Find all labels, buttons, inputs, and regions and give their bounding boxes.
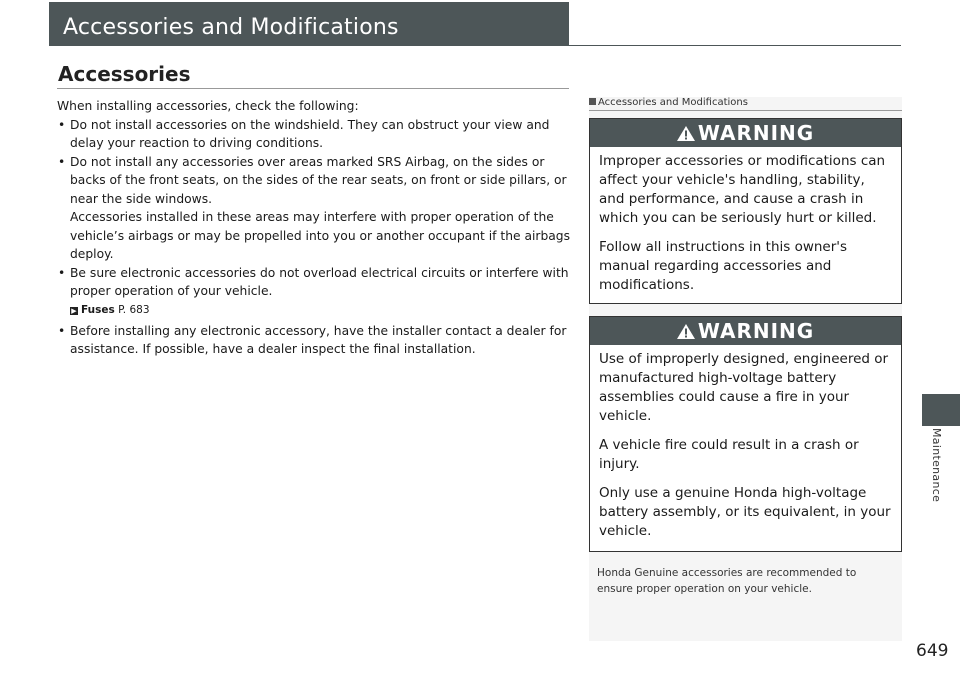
sidebar-title — [589, 97, 902, 108]
warning-body — [590, 147, 901, 295]
chapter-tab-label: Maintenance — [930, 428, 943, 503]
section-banner — [49, 2, 569, 46]
warning-text: Improper accessories or modifications can affect your vehicle's handling, stability, and performance, and cause a crash in which you can be seriously hurt or killed. — [599, 153, 886, 226]
sidebar-title-rule — [589, 110, 902, 111]
bullet-item: • Do not install accessories on the windshield. They can obstruct your view and delay your reaction to driving conditions. — [57, 116, 572, 153]
warning-header — [590, 317, 901, 345]
bullet-continuation: Accessories installed in these areas may interfere with proper operation of the vehicle’s airbags or may be propelled into you or another occupant if the airbags deploy. — [70, 210, 571, 261]
warning-text: Follow all instructions in this owner's manual regarding accessories and modifications. — [599, 239, 848, 293]
warning-triangle-icon — [677, 324, 695, 339]
cross-reference-link[interactable] — [57, 302, 572, 318]
chapter-tab[interactable] — [922, 394, 960, 426]
warning-label: WARNING — [697, 319, 815, 343]
warning-box — [589, 118, 902, 304]
heading-rule — [57, 88, 569, 89]
page-heading: Accessories — [58, 62, 191, 86]
warning-triangle-icon — [677, 126, 695, 141]
bullet-text: Do not install any accessories over areas marked SRS Airbag, on the sides or backs of the front seats, on the sides of the rear seats, on front or side pillars, or near the side windows. — [70, 154, 567, 206]
xref-label: Fuses — [81, 303, 115, 316]
warning-text: Use of improperly designed, engineered or manufactured high-voltage battery assemblies could cause a fire in your vehicle. — [599, 351, 889, 424]
main-content — [57, 97, 572, 359]
warning-box — [589, 316, 902, 552]
page-number: 649 — [916, 641, 949, 661]
reference-arrow-icon: ▶ — [71, 306, 77, 315]
bullet-item — [57, 153, 572, 264]
sidebar-title-text: Accessories and Modifications — [598, 97, 748, 108]
banner-rule — [569, 45, 901, 46]
warning-label: WARNING — [697, 121, 815, 145]
note-marker-icon — [589, 98, 596, 105]
warning-body — [590, 345, 901, 541]
bullet-item: • Before installing any electronic accessory, have the installer contact a dealer for assistance. If possible, have a dealer inspect the final installation. — [57, 322, 572, 359]
warning-text: Only use a genuine Honda high-voltage battery assembly, or its equivalent, in your vehicle. — [599, 485, 891, 539]
intro-text: When installing accessories, check the following: — [57, 99, 359, 113]
warning-text: A vehicle fire could result in a crash or injury. — [599, 437, 859, 472]
section-title: Accessories and Modifications — [63, 15, 399, 40]
sidebar-note: Honda Genuine accessories are recommended to ensure proper operation on your vehicle. — [597, 567, 857, 595]
warning-header — [590, 119, 901, 147]
xref-page: P. 683 — [118, 303, 150, 316]
bullet-item: • Be sure electronic accessories do not overload electrical circuits or interfere with proper operation of your vehicle. — [57, 264, 572, 301]
